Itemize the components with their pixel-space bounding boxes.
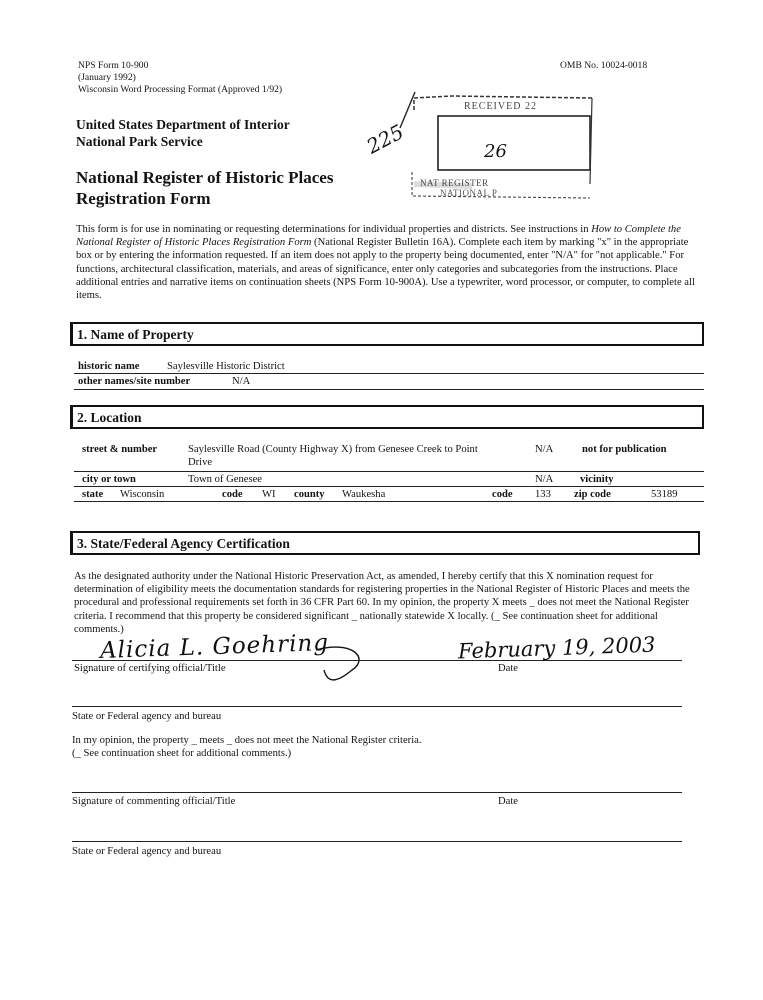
certifying-date: February 19, 2003 bbox=[457, 632, 656, 664]
city-na: N/A bbox=[535, 474, 554, 485]
signature-label: Signature of certifying official/Title bbox=[74, 663, 226, 674]
comment-signature-label: Signature of commenting official/Title bbox=[72, 796, 236, 807]
intro-text-continued: (National Register Bulletin 16A). Complete each item by marking "x" in the appropriate box or by entering the information requested. If an item does not apply to the property being documented, enter "N/A" for "not applicable." For functions, architectural classification, materials, and areas of significance, enter only categories and subcategories from the instructions. Place additional entries and narrative items on continuation sheets (NPS Form 10-900A). Use a typewriter, word processor, or computer, to complete all items. bbox=[76, 237, 695, 302]
handwritten-number: 225 bbox=[362, 119, 408, 159]
stamp-number: 26 bbox=[484, 141, 507, 162]
county-value: Waukesha bbox=[342, 489, 386, 500]
street-label: street & number bbox=[82, 444, 158, 455]
street-na: N/A bbox=[535, 444, 554, 455]
street-value-line2: Drive bbox=[188, 457, 213, 468]
form-number: NPS Form 10-900 bbox=[78, 60, 149, 71]
city-value: Town of Genesee bbox=[188, 474, 262, 485]
zip-code-value: 53189 bbox=[651, 489, 678, 500]
divider bbox=[74, 373, 704, 374]
county-code-value: 133 bbox=[535, 489, 551, 500]
stamp-national-text: NATIONAL P bbox=[440, 188, 498, 198]
historic-name-label: historic name bbox=[78, 361, 140, 372]
section-3-heading: 3. State/Federal Agency Certification bbox=[70, 531, 700, 555]
vicinity-label: vicinity bbox=[580, 474, 614, 485]
agency-line-2 bbox=[72, 841, 682, 842]
opinion-continuation: (_ See continuation sheet for additional comments.) bbox=[72, 748, 292, 759]
state-code-label: code bbox=[222, 489, 243, 500]
state-code-value: WI bbox=[262, 489, 276, 500]
certification-text: As the designated authority under the National Historic Preservation Act, as amended, I hereby certify that this X nomination request for determination of eligibility meets the documentation standards for registering properties in the National Register of Historic Places and meets the procedural and professional requirements set forth in 36 CFR Part 60. In my opinion, the property X meets _ does not meet the National Register criteria. I recommend that this property be considered significant _ nationally statewide X locally. (_ See continuation sheet for additional comments.) bbox=[74, 571, 690, 635]
zip-code-label: zip code bbox=[574, 489, 611, 500]
divider bbox=[74, 501, 704, 502]
state-label: state bbox=[82, 489, 104, 500]
intro-bulletin-title: How to Complete the National Register of Historic Places Registration Form bbox=[76, 224, 681, 249]
signature-line bbox=[72, 660, 682, 661]
street-value: Saylesville Road (County Highway X) from Genesee Creek to Point bbox=[188, 444, 478, 455]
county-label: county bbox=[294, 489, 325, 500]
certifying-signature: Alicia L. Goehring bbox=[99, 630, 330, 664]
omb-number: OMB No. 10024-0018 bbox=[560, 60, 648, 71]
city-label: city or town bbox=[82, 474, 136, 485]
stamp-received-text: RECEIVED 22 bbox=[464, 101, 537, 112]
form-date: (January 1992) bbox=[78, 72, 136, 83]
section-2-heading: 2. Location bbox=[70, 405, 704, 429]
historic-name-value: Saylesville Historic District bbox=[167, 361, 285, 372]
signature-flourish bbox=[312, 640, 372, 688]
agency-line bbox=[72, 706, 682, 707]
comment-date-label: Date bbox=[498, 796, 518, 807]
service-name: National Park Service bbox=[76, 134, 203, 149]
department-name: United States Department of Interior bbox=[76, 117, 290, 132]
page-subtitle: Registration Form bbox=[76, 189, 211, 208]
date-label: Date bbox=[498, 663, 518, 674]
intro-text: This form is for use in nominating or requesting determinations for individual properties and districts. See instructions in bbox=[76, 224, 592, 235]
agency-label: State or Federal agency and bureau bbox=[72, 711, 222, 722]
page-title: National Register of Historic Places bbox=[76, 168, 334, 187]
other-names-value: N/A bbox=[232, 376, 251, 387]
divider bbox=[74, 486, 704, 487]
comment-signature-line bbox=[72, 792, 682, 793]
other-names-label: other names/site number bbox=[78, 376, 191, 387]
divider bbox=[74, 389, 704, 390]
stamp-register-text: NAT REGISTER bbox=[420, 178, 489, 188]
opinion-text: In my opinion, the property _ meets _ does not meet the National Register criteria. bbox=[72, 735, 422, 746]
format-note: Wisconsin Word Processing Format (Approved 1/92) bbox=[78, 84, 283, 95]
county-code-label: code bbox=[492, 489, 513, 500]
section-1-heading: 1. Name of Property bbox=[70, 322, 704, 346]
agency-label-2: State or Federal agency and bureau bbox=[72, 846, 222, 857]
state-value: Wisconsin bbox=[120, 489, 165, 500]
intro-paragraph bbox=[76, 223, 700, 302]
divider bbox=[74, 471, 704, 472]
not-for-publication-label: not for publication bbox=[582, 444, 667, 455]
